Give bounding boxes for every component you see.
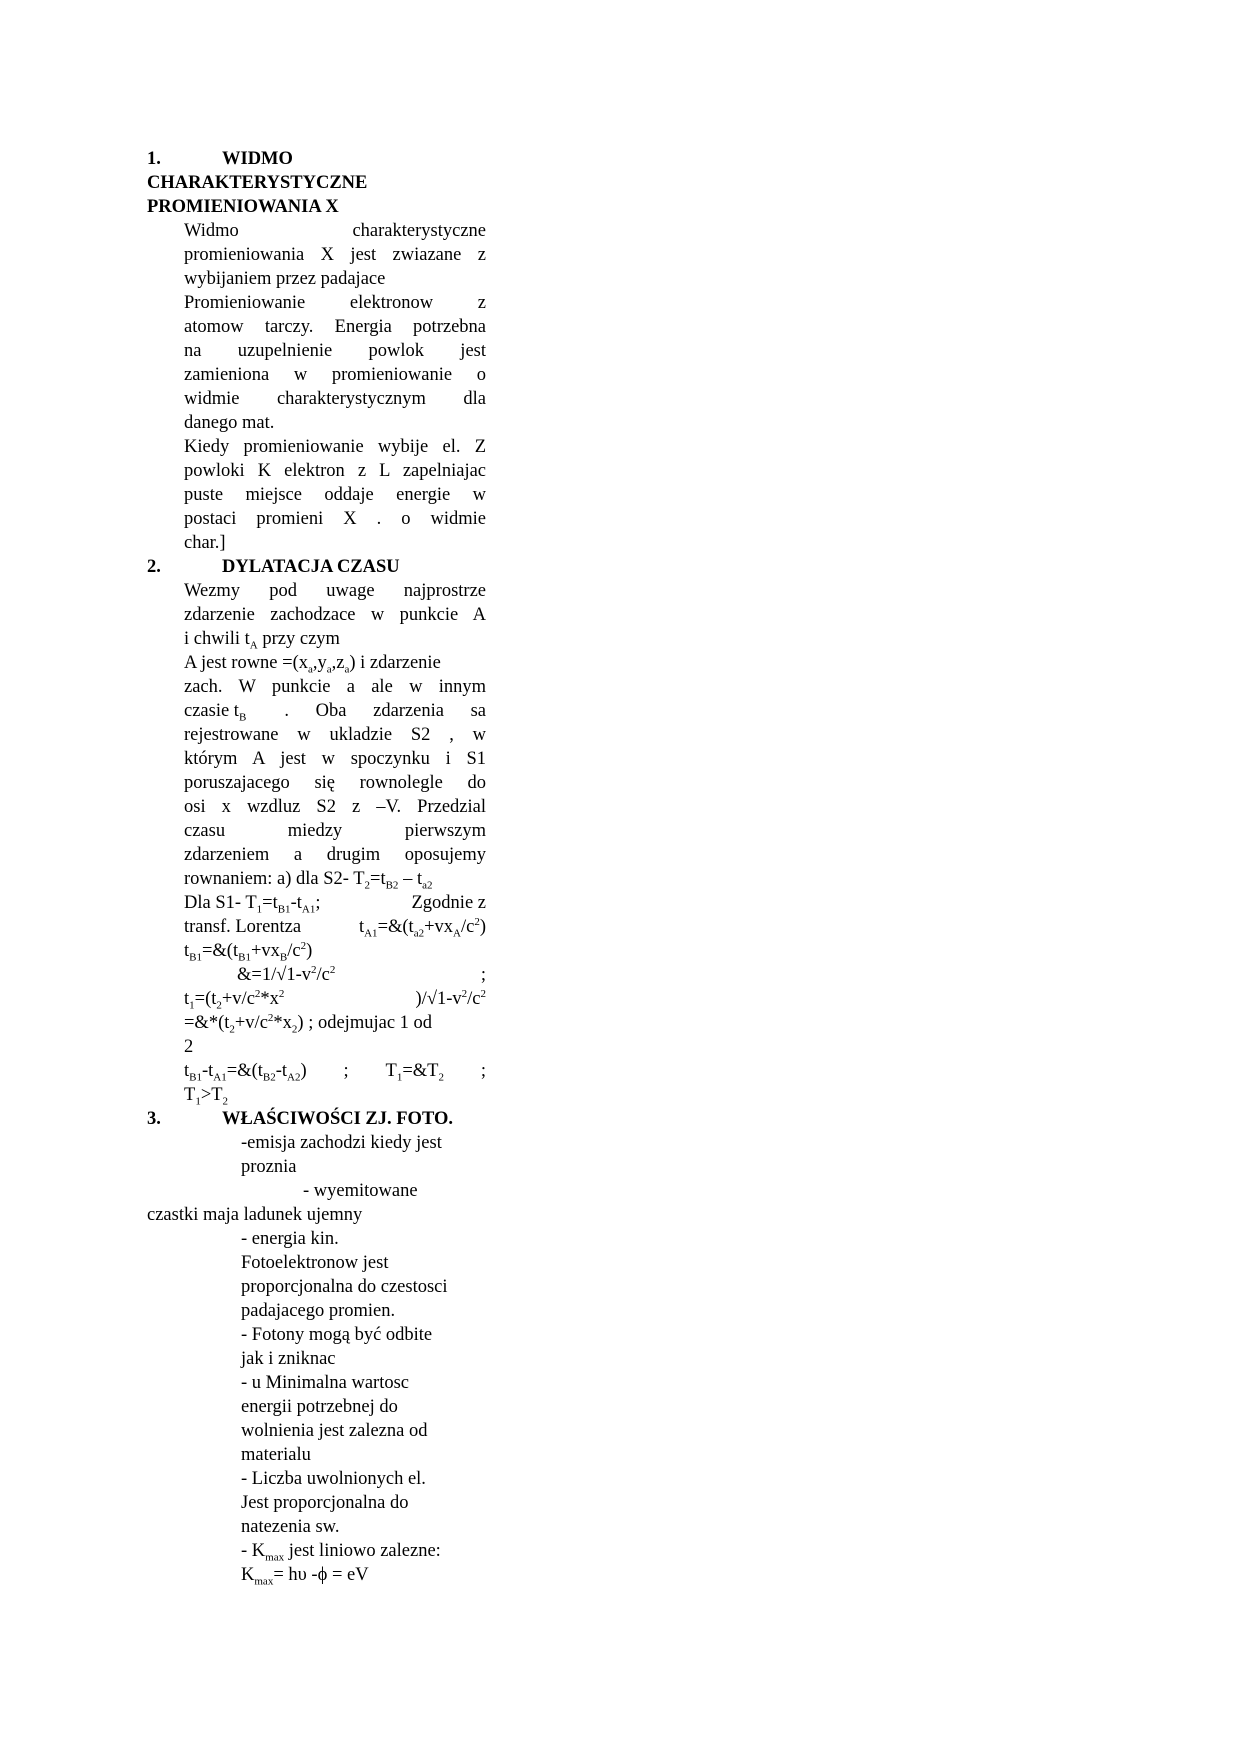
section-3-line: $K_{max}= h\upsilon$ -ϕ = eV <box>241 1565 369 1588</box>
section-2-line: $T_1>T_2$ <box>184 1085 229 1108</box>
section-3-title: WŁAŚCIWOŚCI ZJ. FOTO. <box>222 1109 453 1129</box>
section-2-line: zach. W punkcie a ale w innym <box>184 677 486 697</box>
section-2-line: $t_{B1}-t_{A1}=\&(t_{B2}-t_{A2})$ ; $T_1=\&T_2$ ; <box>184 1061 486 1084</box>
section-2-line <box>184 699 486 723</box>
section-3-number: 3. <box>147 1109 161 1129</box>
section-1-line: na uzupelnienie powlok jest <box>184 341 486 361</box>
section-1-title-line-1: WIDMO <box>222 149 293 169</box>
section-1-title-line-3: PROMIENIOWANIA X <box>147 197 339 217</box>
section-2-line: Wezmy pod uwage najprostrze <box>184 581 486 601</box>
section-2-line: zdarzeniem a drugim oposujemy <box>184 845 486 865</box>
section-3-line: -emisja zachodzi kiedy jest <box>241 1133 442 1153</box>
section-3-line: proporcjonalna do czestosci <box>241 1277 448 1297</box>
section-1-line: postaci promieni X . o widmie <box>184 509 486 529</box>
section-1-line: powloki K elektron z L zapelniajac <box>184 461 486 481</box>
section-2-line: którym A jest w spoczynku i S1 <box>184 749 486 769</box>
text: przy czym <box>257 629 340 649</box>
section-3-line: czastki maja ladunek ujemny <box>147 1205 363 1225</box>
section-1-line: zamieniona w promieniowanie o <box>184 365 486 385</box>
section-1-line: atomow tarczy. Energia potrzebna <box>184 317 486 337</box>
section-3-line: - energia kin. <box>241 1229 339 1249</box>
section-2-line: rownaniem: a) dla S2- $T_2=t_{B2} - t_{a2}$ <box>184 869 433 892</box>
text: czasie $t_B$ <box>184 701 247 724</box>
section-1-line: Kiedy promieniowanie wybije el. Z <box>184 437 486 457</box>
section-3-line: energii potrzebnej do <box>241 1397 398 1417</box>
section-3-line: Jest proporcjonalna do <box>241 1493 409 1513</box>
section-1-line: danego mat. <box>184 413 275 433</box>
text: charakterystyczne <box>352 221 486 241</box>
section-2-line <box>184 627 486 651</box>
section-2-line: $=\&*(t_2+v/c^2*x_2)$ ; odejmujac 1 od <box>184 1011 433 1036</box>
section-3-line: - Fotony mogą być odbite <box>241 1325 433 1345</box>
section-3-line: Fotoelektronow jest <box>241 1253 389 1273</box>
section-2-line: Dla S1- $T_1=t_{B1}-t_{A1}$; Zgodnie z <box>184 893 486 916</box>
section-2-line: czasu miedzy pierwszym <box>184 821 486 841</box>
section-1-line: promieniowania X jest zwiazane z <box>184 245 486 265</box>
section-2-number: 2. <box>147 557 161 577</box>
section-1-line: puste miejsce oddaje energie w <box>184 485 486 505</box>
text: A jest rowne $=(x_a,y_a,z_a)$ i zdarzenie <box>184 653 441 676</box>
section-3-line: padajacego promien. <box>241 1301 396 1321</box>
section-2-line <box>184 651 486 675</box>
section-1-title-line-2: CHARAKTERYSTYCZNE <box>147 173 368 193</box>
text: i chwili t <box>184 629 250 649</box>
section-3-line: proznia <box>241 1157 297 1177</box>
section-1-line: char.] <box>184 533 226 553</box>
section-2-line: $\&=1/√1-v^2/c^2$ ; <box>237 963 486 985</box>
section-3-line: - u Minimalna wartosc <box>241 1373 409 1393</box>
section-2-title: DYLATACJA CZASU <box>222 557 400 577</box>
section-3-line: - wyemitowane <box>303 1181 418 1201</box>
section-2-line: $t_1=(t_2+v/c^2*x^2$ )$/√1-v^2/c^2$ <box>184 987 486 1012</box>
section-1-line: Promieniowanie elektronow z <box>184 293 486 313</box>
section-3-line: wolnienia jest zalezna od <box>241 1421 428 1441</box>
section-2-line: zdarzenie zachodzace w punkcie A <box>184 605 486 625</box>
section-1-line: wybijaniem przez padajace <box>184 269 386 289</box>
section-3-line: - $K_{max}$ jest liniowo zalezne: <box>241 1541 441 1564</box>
section-2-line: osi x wzdluz S2 z –V. Przedzial <box>184 797 486 817</box>
section-2-line: 2 <box>184 1037 194 1057</box>
section-2-line: poruszajacego się rownolegle do <box>184 773 486 793</box>
section-2-line: transf. Lorentza $t_{A1}=\&(t_{a2}+vx_A/c^2)$ <box>184 915 486 940</box>
text: . Oba zdarzenia sa <box>284 701 486 721</box>
section-2-line: $t_{B1}=\&(t_{B1}+vx_B/c^2)$ <box>184 939 313 964</box>
section-1-number: 1. <box>147 149 161 169</box>
section-1-line: widmie charakterystycznym dla <box>184 389 486 409</box>
text: Widmo <box>184 221 239 241</box>
section-3-line: - Liczba uwolnionych el. <box>241 1469 426 1489</box>
section-2-line: rejestrowane w ukladzie S2 , w <box>184 725 486 745</box>
section-1-line <box>184 219 486 243</box>
section-3-line: jak i zniknac <box>241 1349 336 1369</box>
section-3-line: materialu <box>241 1445 311 1465</box>
subscript: A <box>249 639 258 652</box>
section-3-line: natezenia sw. <box>241 1517 340 1537</box>
